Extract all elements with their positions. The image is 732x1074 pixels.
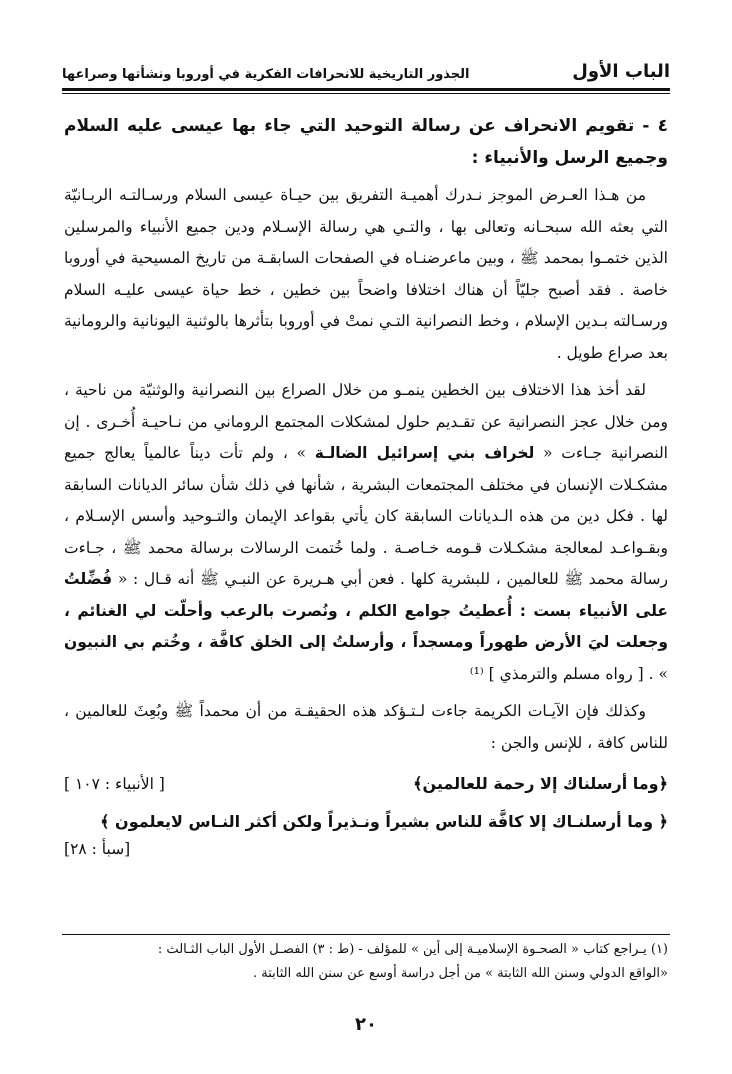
footnote-rule xyxy=(62,934,670,935)
verse-2-ref: [سبأ : ٢٨] xyxy=(64,840,131,858)
verse-1-ref: [ الأنبياء : ١٠٧ ] xyxy=(64,775,165,793)
paragraph-2 xyxy=(64,375,668,690)
verse-1-text: ﴿وما أرسلناك إلا رحمة للعالمين﴾ xyxy=(413,774,668,793)
running-header xyxy=(62,52,670,82)
paragraph-2-part-a: لقد أخذ هذا الاختلاف بين الخطين ينمـو من خلال الصراع بين النصرانية والوثنيّة من ناحية ، ومن خلال عجز النصرانية عن تقـديم حلول لمشكلات المجتمع الروماني من نـاحيـة أُخـرى . إن النصرانية جـاءت « xyxy=(64,381,668,462)
page-number: ٢٠ xyxy=(355,1014,377,1035)
paragraph-1: من هـذا العـرض الموجز نـدرك أهميـة التفريق بين حيـاة عيسى السلام ورسـالتـه الربـانيّة التي بعثه الله سبحـانه وتعالى بها ، والتـي هي رسالة الإسـلام ودين جميع الأنبياء والمرسلين الذين ختمـوا بمحمد ﷺ ، وبين ماعرضنـاه في الصفحات السابقـة من تاريخ المسيحية في أوروبا خاصة . فقد أصبح جليّاً أن هناك اختلافا واضحاً بين خطين ، خط حياة عيسى عليـه السلام ورسـالته بـدين الإسلام ، وخط النصرانية التـي نمتْ في أوروبا بتأثرها بالوثنية اليونانية والرومانية بعد صراع طويل . xyxy=(64,186,668,362)
hadith-text: فُضِّلتُ على الأنبياء بست : أُعطيتُ جوامع الكلم ، ونُصرت بالرعب وأحلّت لي الغنائم ، وجعلت ليَ الأرض طهوراً ومسجداً ، وأرسلتُ إلى الخلق كافَّة ، وخُتم بي النبيون xyxy=(64,570,668,651)
verse-1 xyxy=(64,769,668,799)
hadith-source: [ رواه مسلم والترمذي ] ⁽¹⁾ xyxy=(469,664,644,683)
section-heading: ٤ - تقويم الانحراف عن رسالة التوحيد التي جاء بها عيسى عليه السلام وجميع الرسل والأنبياء : xyxy=(64,116,668,168)
bold-quote: لخراف بني إسرائيل الضالـة xyxy=(314,444,535,462)
page-body xyxy=(64,110,668,861)
paragraph-2-part-c: » . xyxy=(648,664,668,683)
verse-2-text: ﴿ وما أرسلنـاك إلا كافَّة للناس بشيراً ونـذيراً ولكن أكثر النـاس لايعلمون ﴾ xyxy=(100,812,668,831)
chapter-title: الباب الأول xyxy=(572,61,670,82)
book-title: الجذور التاريخية للانحرافات الفكرية في أوروبا ونشأتها وصراعها xyxy=(62,67,470,82)
footnote-line-2: «الواقع الدولي وسنن الله الثابتة » من أجل دراسة أوسع عن سنن الله الثابتة . xyxy=(253,966,668,981)
footnote-line-1: (١) يـراجع كتاب « الصحـوة الإسلاميـة إلى أين » للمؤلف - (ط : ٣) الفصـل الأول الباب الثـالث : xyxy=(157,942,668,957)
footnote xyxy=(64,938,668,986)
paragraph-2-part-b: » ، ولم تأت ديناً عالمياً يعالج جميع مشكـلات الإنسان في مختلف المجتمعات البشرية ، شأنها في ذلك شأن سائر الديانات السابقة لها . فكل دين من هذه الـديانات السابقة كان يأتي بقواعد الإيمان والتـوحيد وأسس الإسـلام ، وبقـواعـد لمعالجة مشكـلات قـومه خـاصـة . ولما خُتمت الرسالات برسالة محمد ﷺ ، جـاءت رسالة محمد ﷺ للعالمين ، للبشرية كلها . فعن أبي هـريرة عن النبـي ﷺ أنه قـال : « xyxy=(64,444,668,588)
header-rule-thin xyxy=(62,93,670,94)
paragraph-3: وكذلك فإن الآيـات الكريمة جاءت لـتـؤكد هذه الحقيقـة من أن محمداً ﷺ وبُعِثَ للعالمين ، للناس كافة ، للإنس والجن : xyxy=(64,702,668,752)
header-rule-thick xyxy=(62,88,670,91)
